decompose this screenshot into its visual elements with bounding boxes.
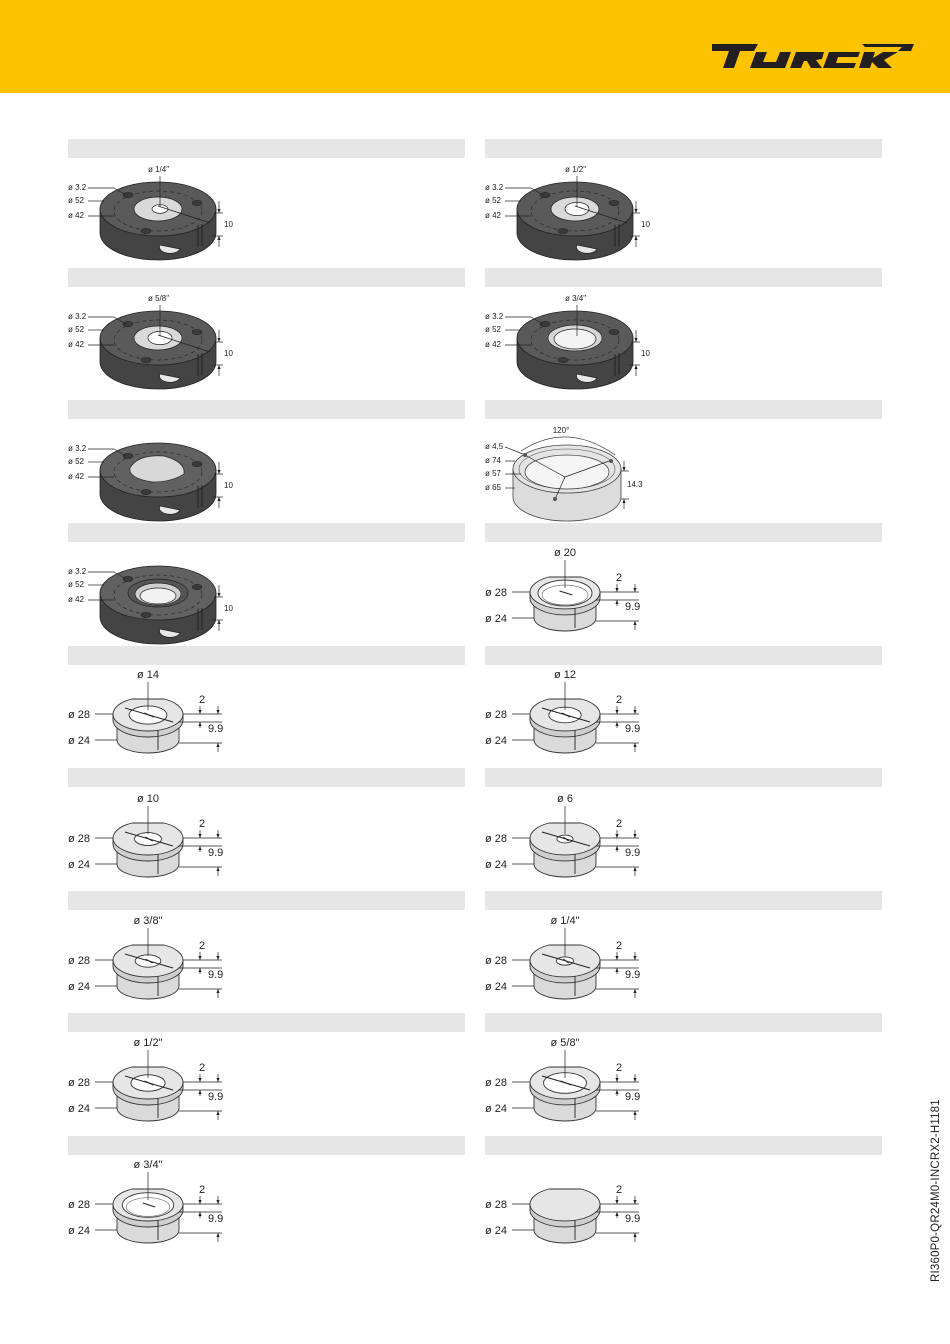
- bore-diameter-label: ø 14: [136, 669, 160, 681]
- inner-diameter-label: ø 42: [485, 340, 502, 349]
- section-bar: [485, 139, 882, 158]
- bottom-diameter-label: ø 24: [68, 981, 91, 993]
- top-diameter-label: ø 28: [485, 709, 508, 721]
- height-dimension-label: 9.9: [625, 1213, 641, 1225]
- section-bar: [68, 646, 465, 665]
- bottom-diameter-label: ø 24: [68, 1225, 91, 1237]
- height-dimension-label: 10: [641, 220, 650, 229]
- hole-diameter-label: ø 3.2: [68, 444, 87, 453]
- height-dimension-label: 9.9: [625, 601, 641, 613]
- height-dimension-label: 9.9: [208, 723, 224, 735]
- top-diameter-label: ø 28: [68, 709, 91, 721]
- ring-mid-label: ø 57: [485, 469, 502, 478]
- height-dimension-label: 9.9: [625, 969, 641, 981]
- bottom-diameter-label: ø 24: [68, 1103, 91, 1115]
- bore-diameter-label: ø 1/2": [565, 165, 587, 174]
- large-adapter-drawing: [485, 165, 650, 260]
- outer-diameter-label: ø 52: [68, 457, 85, 466]
- height-dimension-label: 10: [224, 481, 233, 490]
- section-bar: [68, 400, 465, 419]
- section-bar: [68, 268, 465, 287]
- small-adapter-drawing: [485, 1184, 640, 1243]
- step-dimension-label: 2: [198, 694, 206, 706]
- section-bar: [68, 1013, 465, 1032]
- small-adapter-drawing: [68, 1037, 223, 1121]
- height-dimension-label: 9.9: [625, 1091, 641, 1103]
- top-diameter-label: ø 28: [485, 1199, 508, 1211]
- small-adapter-drawing: [68, 793, 223, 877]
- hole-diameter-label: ø 3.2: [68, 312, 87, 321]
- outer-diameter-label: ø 52: [485, 196, 502, 205]
- ring-inner-label: ø 65: [485, 483, 502, 492]
- section-bar: [68, 1136, 465, 1155]
- bore-diameter-label: ø 10: [136, 793, 160, 805]
- section-bar: [485, 646, 882, 665]
- bore-diameter-label: ø 3/4": [565, 294, 587, 303]
- bottom-diameter-label: ø 24: [485, 859, 508, 871]
- step-dimension-label: 2: [198, 1184, 206, 1196]
- bottom-diameter-label: ø 24: [485, 613, 508, 625]
- step-dimension-label: 2: [198, 1062, 206, 1074]
- bore-diameter-label: ø 1/4": [148, 165, 170, 174]
- bottom-diameter-label: ø 24: [485, 1225, 508, 1237]
- bore-diameter-label: ø 6: [557, 793, 573, 805]
- outer-diameter-label: ø 52: [485, 325, 502, 334]
- bore-diameter-label: ø 20: [553, 547, 577, 559]
- large-adapter-drawing: [68, 443, 233, 521]
- top-diameter-label: ø 28: [68, 1199, 91, 1211]
- section-bar: [68, 139, 465, 158]
- bottom-diameter-label: ø 24: [485, 1103, 508, 1115]
- height-dimension-label: 10: [224, 220, 233, 229]
- inner-diameter-label: ø 42: [68, 340, 85, 349]
- small-adapter-drawing: [485, 547, 640, 631]
- step-dimension-label: 2: [615, 818, 623, 830]
- top-diameter-label: ø 28: [485, 1077, 508, 1089]
- inner-diameter-label: ø 42: [485, 211, 502, 220]
- top-diameter-label: ø 28: [68, 1077, 91, 1089]
- height-dimension-label: 10: [641, 349, 650, 358]
- top-diameter-label: ø 28: [485, 833, 508, 845]
- step-dimension-label: 2: [615, 940, 623, 952]
- small-adapter-drawing: [485, 1037, 640, 1121]
- ring-outer-label: ø 74: [485, 456, 502, 465]
- bottom-diameter-label: ø 24: [68, 859, 91, 871]
- outer-diameter-label: ø 52: [68, 580, 85, 589]
- section-bar: [485, 268, 882, 287]
- small-adapter-drawing: [68, 1159, 223, 1243]
- height-dimension-label: 9.9: [208, 969, 224, 981]
- hole-diameter-label: ø 3.2: [68, 567, 87, 576]
- small-adapter-drawing: [485, 793, 640, 877]
- step-dimension-label: 2: [615, 694, 623, 706]
- inner-diameter-label: ø 42: [68, 472, 85, 481]
- large-adapter-drawing: [485, 294, 650, 389]
- bottom-diameter-label: ø 24: [485, 735, 508, 747]
- hole-diameter-label: ø 3.2: [485, 183, 504, 192]
- top-diameter-label: ø 28: [485, 955, 508, 967]
- header-bar: [0, 0, 950, 93]
- section-bar: [485, 400, 882, 419]
- small-adapter-drawing: [68, 915, 223, 999]
- top-diameter-label: ø 28: [485, 587, 508, 599]
- step-dimension-label: 2: [198, 940, 206, 952]
- angle-label: 120°: [552, 426, 570, 435]
- small-adapter-drawing: [68, 669, 223, 753]
- height-dimension-label: 9.9: [208, 1213, 224, 1225]
- document-code: RI360P0-QR24M0-INCRX2-H1181: [930, 1099, 942, 1282]
- large-adapter-drawing: [68, 165, 233, 260]
- section-bar: [485, 891, 882, 910]
- outer-diameter-label: ø 52: [68, 325, 85, 334]
- top-diameter-label: ø 28: [68, 833, 91, 845]
- inner-diameter-label: ø 42: [68, 595, 85, 604]
- height-dimension-label: 9.9: [625, 847, 641, 859]
- turck-logo: [712, 44, 914, 68]
- hole-diameter-label: ø 3.2: [485, 312, 504, 321]
- height-dimension-label: 10: [224, 349, 233, 358]
- bore-diameter-label: ø 5/8": [550, 1037, 580, 1049]
- section-bar: [485, 1013, 882, 1032]
- section-bar: [68, 891, 465, 910]
- bore-diameter-label: ø 5/8": [148, 294, 170, 303]
- section-bar: [68, 523, 465, 542]
- step-dimension-label: 2: [615, 572, 623, 584]
- step-dimension-label: 2: [615, 1184, 623, 1196]
- bottom-diameter-label: ø 24: [485, 981, 508, 993]
- bore-diameter-label: ø 3/4": [133, 1159, 163, 1171]
- height-dimension-label: 9.9: [625, 723, 641, 735]
- section-bar: [485, 768, 882, 787]
- ring-height-label: 14.3: [627, 480, 643, 489]
- large-adapter-drawing: [68, 566, 233, 644]
- hole-diameter-label: ø 3.2: [68, 183, 87, 192]
- section-bar: [485, 1136, 882, 1155]
- top-diameter-label: ø 28: [68, 955, 91, 967]
- small-adapter-drawing: [485, 915, 640, 999]
- section-bar: [68, 768, 465, 787]
- step-dimension-label: 2: [198, 818, 206, 830]
- height-dimension-label: 9.9: [208, 1091, 224, 1103]
- large-adapter-drawing: [68, 294, 233, 389]
- height-dimension-label: 10: [224, 604, 233, 613]
- step-dimension-label: 2: [615, 1062, 623, 1074]
- height-dimension-label: 9.9: [208, 847, 224, 859]
- ring-drawing: [485, 426, 643, 521]
- bore-diameter-label: ø 1/4": [550, 915, 580, 927]
- bore-diameter-label: ø 3/8": [133, 915, 163, 927]
- bottom-diameter-label: ø 24: [68, 735, 91, 747]
- outer-diameter-label: ø 52: [68, 196, 85, 205]
- ring-hole-label: ø 4.5: [485, 442, 504, 451]
- section-bar: [485, 523, 882, 542]
- small-adapter-drawing: [485, 669, 640, 753]
- bore-diameter-label: ø 12: [553, 669, 577, 681]
- bore-diameter-label: ø 1/2": [133, 1037, 163, 1049]
- inner-diameter-label: ø 42: [68, 211, 85, 220]
